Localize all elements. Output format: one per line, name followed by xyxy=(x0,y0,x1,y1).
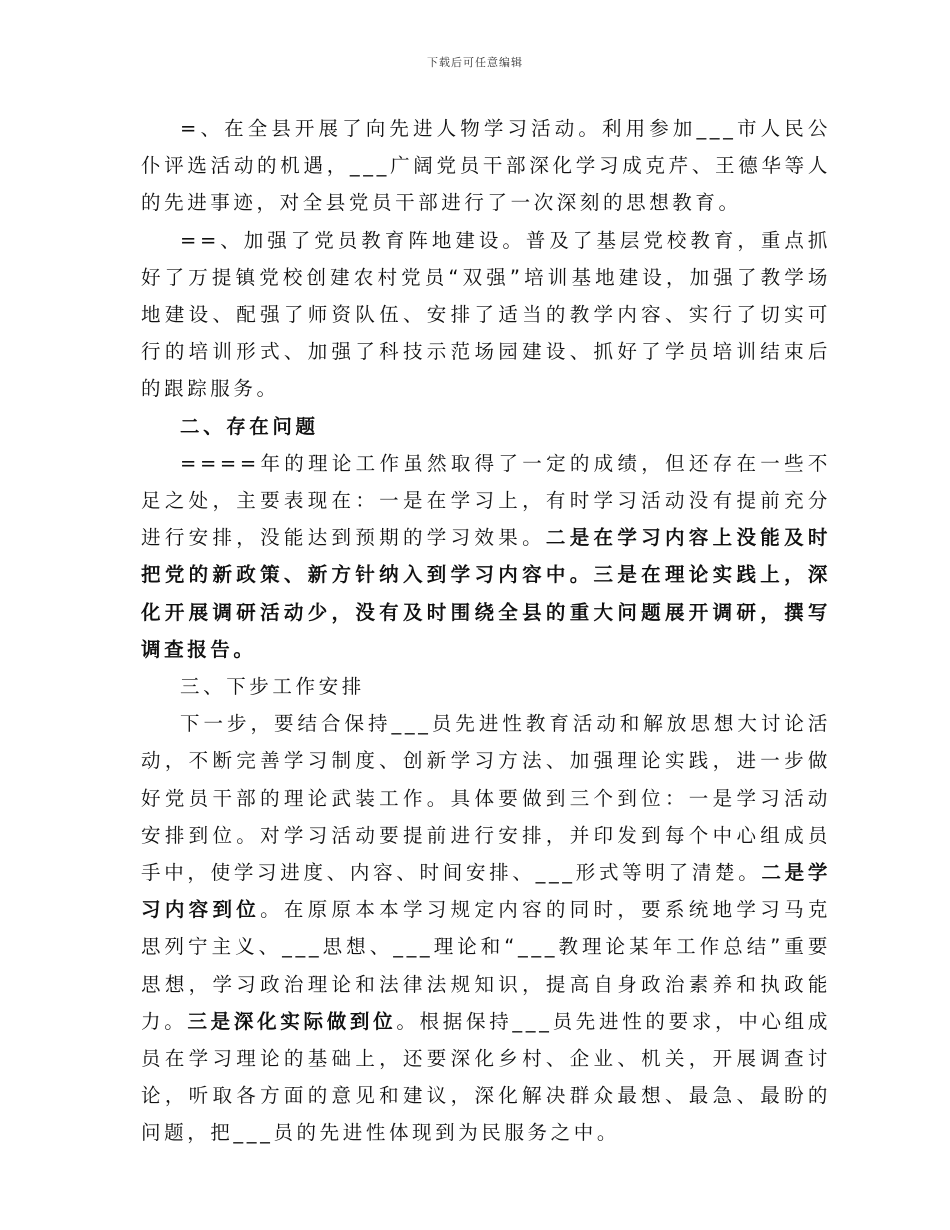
text-run: 。根据保持___员先进性的要求，中心组成员在学习理论的基础上，还要深化乡村、企业、机关，开展调查讨论，听取各方面的意见和建议，深化解决群众最想、最急、最盼的问题，把___员的先进性体现到为民服务之中。 xyxy=(141,1009,831,1145)
paragraph-education-base xyxy=(141,222,831,408)
text-run: 。在原原本本学习规定内容的同时，要系统地学习马克思列宁主义、___思想、___理论和“___教理论某年工作总结”重要思想，学习政治理论和法律法规知识，提高自身政治素养和执政能力。 xyxy=(141,898,831,1033)
bold-text-run: 三是深化实际做到位 xyxy=(187,1009,397,1033)
section-heading-next-steps xyxy=(141,668,831,705)
bold-text-run: 二是学习内容到位 xyxy=(141,861,831,922)
paragraph-learning-models xyxy=(141,110,831,222)
document-body xyxy=(141,110,831,1152)
paragraph-problems xyxy=(141,445,831,668)
page-header: 下载后可任意编辑 xyxy=(427,56,523,69)
section-heading-problems xyxy=(141,408,831,445)
text-run: ==、加强了党员教育阵地建设。普及了基层党校教育，重点抓好了万提镇党校创建农村党员“双强”培训基地建设，加强了教学场地建设、配强了师资队伍、安排了适当的教学内容、实行了切实可行的培训形式、加强了科技示范场园建设、抓好了学员培训结束后的跟踪服务。 xyxy=(141,228,831,401)
text-run: =、在全县开展了向先进人物学习活动。利用参加___市人民公仆评选活动的机遇，___广阔党员干部深化学习成克芹、王德华等人的先进事迹，对全县党员干部进行了一次深刻的思想教育。 xyxy=(141,117,831,215)
heading-text: 二、存在问题 xyxy=(180,414,319,438)
heading-text: 三、下步工作安排 xyxy=(180,675,365,699)
text-run: ====年的理论工作虽然取得了一定的成绩，但还存在一些不足之处，主要表现在：一是在学习上，有时学习活动没有提前充分进行安排，没能达到预期的学习效果。 xyxy=(141,451,831,550)
bold-text-run: 二是在学习内容上没能及时把党的新政策、新方针纳入到学习内容中。三是在理论实践上，深化开展调研活动少，没有及时围绕全县的重大问题展开调研，撰写调查报告。 xyxy=(141,526,832,661)
paragraph-next-steps xyxy=(141,705,831,1151)
text-run: 下一步，要结合保持___员先进性教育活动和解放思想大讨论活动，不断完善学习制度、创新学习方法、加强理论实践，进一步做好党员干部的理论武装工作。具体要做到三个到位：一是学习活动安排到位。对学习活动要提前进行安排，并印发到每个中心组成员手中，使学习进度、内容、时间安排、___形式等明了清楚。 xyxy=(141,712,831,885)
